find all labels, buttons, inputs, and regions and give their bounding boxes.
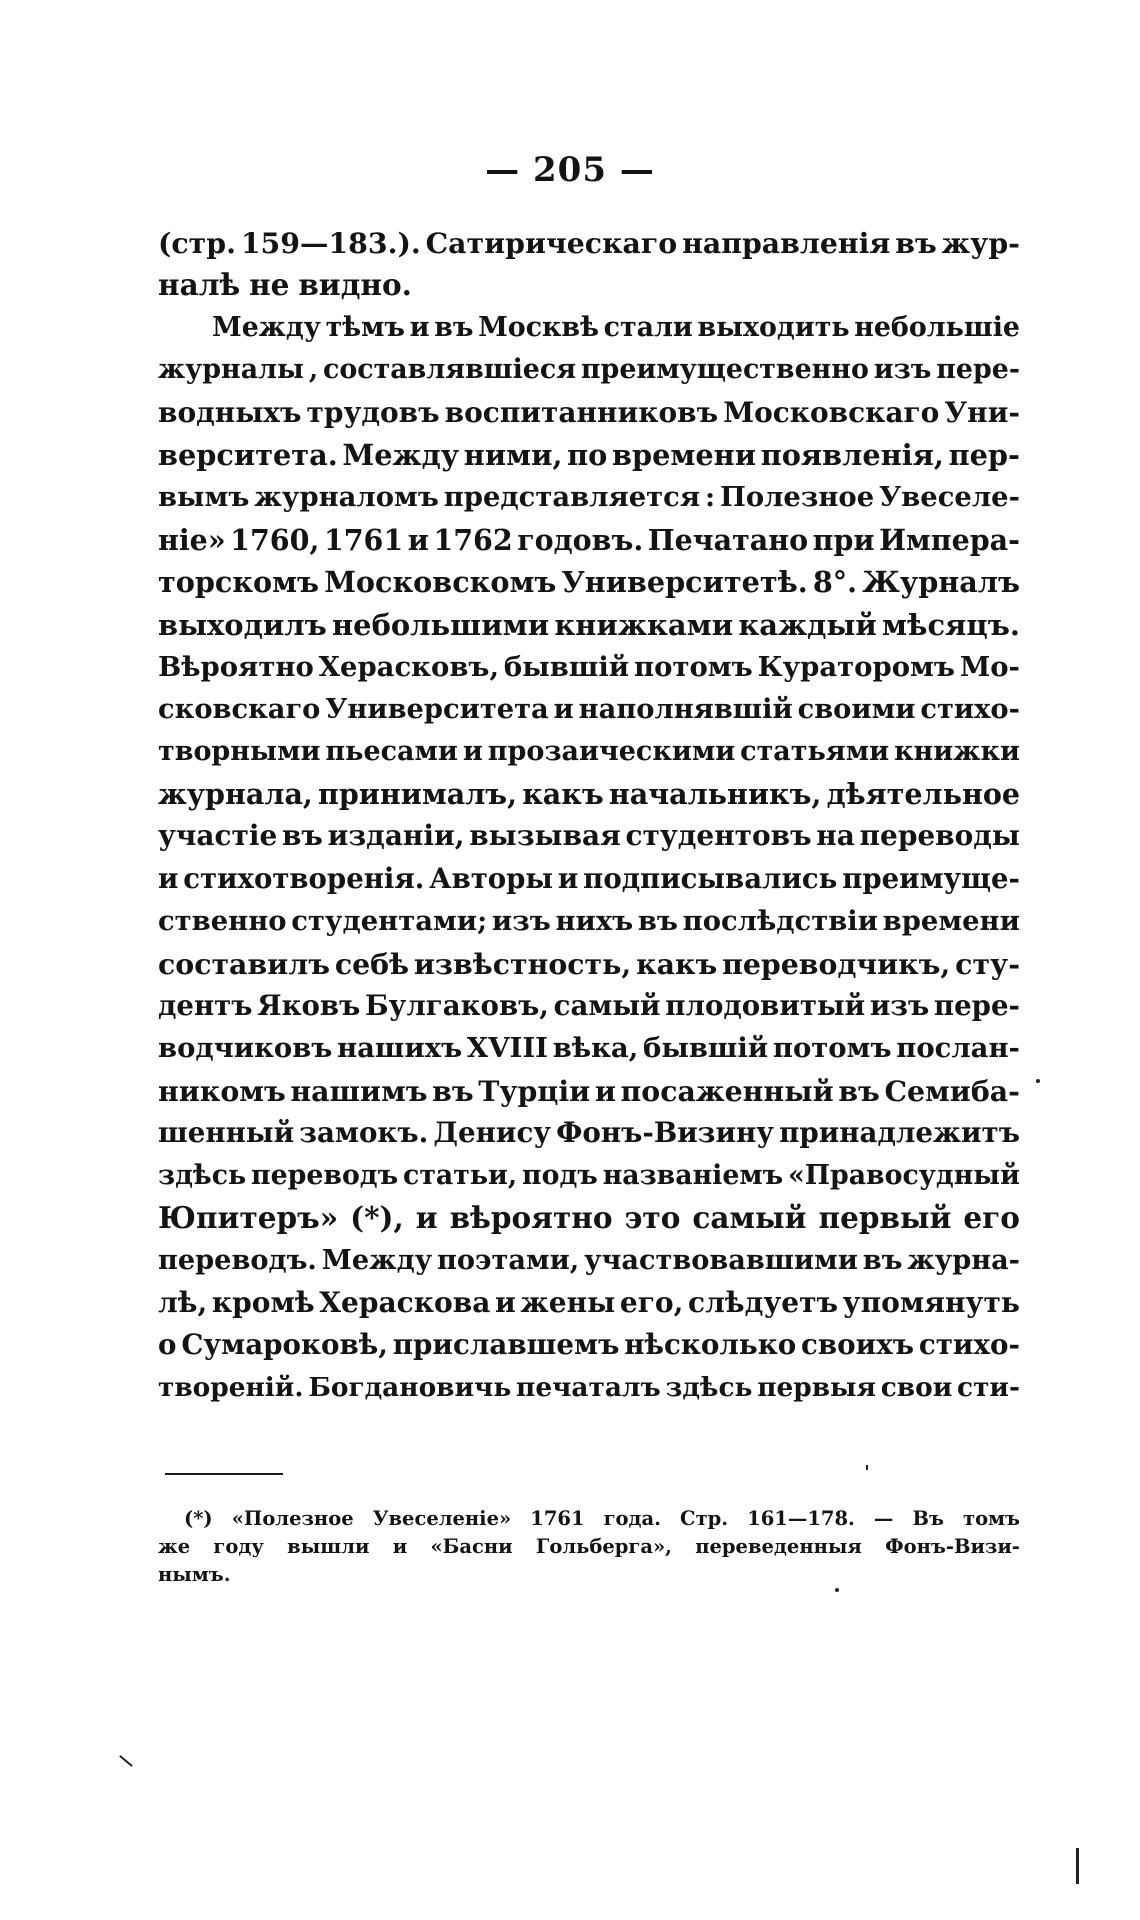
text-line: ніе» 1760, 1761 и 1762 годовъ. Печатано при Импера-: [158, 522, 1020, 557]
text-line: участіе въ изданіи, вызывая студентовъ на переводы: [158, 819, 1020, 853]
text-line: верситета. Между ними, по времени появленія, пер-: [158, 437, 1020, 472]
scan-speck: [1036, 1079, 1040, 1083]
text-line: Между тѣмъ и въ Москвѣ стали выходить небольшіе: [212, 311, 1020, 343]
scan-speck: [835, 1588, 839, 1592]
text-line: шенный замокъ. Денису Фонъ-Визину принадлежитъ: [158, 1116, 1020, 1150]
text-line: торскомъ Московскомъ Университетѣ. 8°. Журналъ: [158, 565, 1020, 600]
footnote-separator: [165, 1473, 283, 1475]
main-text: [158, 222, 1020, 1409]
text-line: (стр. 159—183.). Сатирическаго направленія въ жур-: [158, 226, 1020, 260]
page-number: — 205 —: [485, 150, 655, 190]
scan-speck: [119, 1755, 133, 1767]
text-line: вымъ журналомъ представляется : Полезное Увеселе-: [158, 481, 1020, 514]
text-line: сковскаго Университета и наполнявшій своими стихо-: [158, 693, 1020, 726]
footnote-line: нымъ.: [158, 1563, 231, 1586]
text-line: Юпитеръ» (*), и вѣроятно это самый первый его: [158, 1199, 1020, 1235]
text-line: лѣ, кромѣ Хераскова и жены его, слѣдуетъ упомянуть: [158, 1285, 1020, 1319]
scan-speck: [866, 1465, 868, 1470]
text-line: твореній. Богдановичь печаталъ здѣсь первыя свои сти-: [158, 1371, 1020, 1403]
text-line: переводъ. Между поэтами, участвовавшими въ журна-: [158, 1244, 1020, 1277]
text-line: журнала, принималъ, какъ начальникъ, дѣятельное: [158, 777, 1020, 812]
text-line: водныхъ трудовъ воспитанниковъ Московскаго Уни-: [158, 395, 1020, 429]
text-line: никомъ нашимъ въ Турціи и посаженный въ Семиба-: [158, 1073, 1020, 1108]
footnote: [158, 1505, 1020, 1589]
text-line: выходилъ небольшими книжками каждый мѣсяцъ.: [158, 607, 1020, 642]
footnote-line: (*) «Полезное Увеселеніе» 1761 года. Стр. 161—178. — Въ томъ: [184, 1507, 1020, 1530]
text-line: журналы , составлявшіеся преимущественно изъ пере-: [158, 354, 1020, 386]
text-line: творными пьесами и прозаическими статьями книжки: [158, 735, 1020, 767]
text-line: налѣ не видно.: [158, 267, 412, 303]
text-line: ственно студентами; изъ нихъ въ послѣдствіи времени: [158, 905, 1020, 938]
text-line: составилъ себѣ извѣстность, какъ переводчикъ, сту-: [158, 946, 1020, 981]
text-line: дентъ Яковъ Булгаковъ, самый плодовитый изъ пере-: [158, 989, 1020, 1023]
text-line: и стихотворенія. Авторы и подписывались преимуще-: [158, 862, 1020, 895]
scan-speck: [1076, 1848, 1079, 1884]
footnote-line: же году вышли и «Басни Гольберга», переведенныя Фонъ-Визи-: [158, 1535, 1020, 1558]
text-line: водчиковъ нашихъ XVIII вѣка, бывшій потомъ послан-: [158, 1032, 1020, 1065]
text-line: здѣсь переводъ статьи, подъ названіемъ «Правосудный: [158, 1159, 1020, 1191]
text-line: Вѣроятно Херасковъ, бывшій потомъ Кураторомъ Мо-: [158, 650, 1020, 683]
text-line: о Сумароковѣ, приславшемъ нѣсколько своихъ стихо-: [158, 1328, 1020, 1362]
